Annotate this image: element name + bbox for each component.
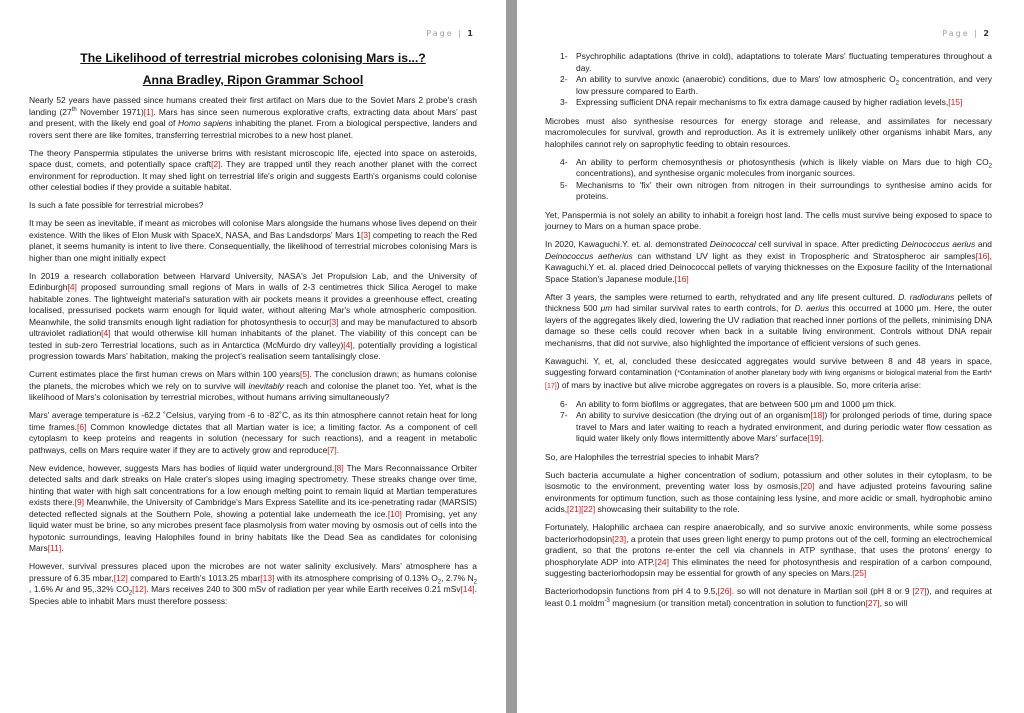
text-run: Is such a fate possible for terrestrial microbes? bbox=[29, 200, 204, 210]
citation-ref: [10] bbox=[387, 508, 402, 519]
citation-ref: [15] bbox=[948, 97, 963, 107]
citation-ref: [4] bbox=[67, 282, 77, 292]
text-run: Expressing sufficient DNA repair mechanisms to fix extra damage caused by higher radiation levels, bbox=[576, 97, 949, 107]
text-run: that would otherwise kill human inhabitants of the planet. The viability of this concept can be tested in sub-zero Terrestrial locations, such as in Antarctica (McMurdo dry valley) bbox=[29, 328, 477, 350]
text-run: An ability to survive anoxic (anaerobic) conditions, due to Mars' low atmospheric O bbox=[576, 74, 896, 84]
text-run: had similar survival rates to earth controls, for bbox=[612, 303, 795, 313]
text-run: Deinococcal bbox=[709, 239, 756, 249]
text-run: Mars' average temperature is -62.2 ˚Celsius, varying from -6 to -82˚C, as its thin atmosphere cannot retain heat for long time frames. bbox=[29, 410, 477, 432]
list-item-text bbox=[576, 399, 992, 411]
text-run: So, are Halophiles the terrestrial species to inhabit Mars? bbox=[545, 451, 759, 462]
text-run: Common knowledge dictates that all Martian water is ice; a limiting factor. As a component of cell cytoplasm to keep proteins and reagents in solution (necessary for such reactions), and a reagent in metabolic pathways, cells on Mars require water if they are to actively grow and reproduce bbox=[29, 421, 477, 455]
text-run: Microbes must also synthesise resources for energy storage and release, and assimilates for necessary macromolecules for survival, growth and reproduction. As it is extremely unlikely other organisms inhabit Mars, any halophiles cannot rely on saprophytic feeding to obtain resources. bbox=[545, 115, 992, 149]
paragraph bbox=[545, 210, 992, 233]
text-run: . bbox=[336, 444, 340, 455]
list-item bbox=[545, 399, 992, 411]
text-run: . Species able to inhabit Mars must therefore possess: bbox=[29, 584, 477, 606]
text-run: Meanwhile, the University of Cambridge's Mars Express Satellite and its ice-penetrating radar (MARSIS) detected reflected signals at the Southern Pole, showing a potential lake underneath the ice. bbox=[29, 497, 477, 519]
text-run: Nearly 52 years have passed since humans created their first artifact on Mars due to the Soviet Mars 2 probe's crash landing (27 bbox=[29, 95, 477, 117]
citation-ref: [13] bbox=[260, 572, 275, 583]
text-run: and may be manufactured to absorb ultraviolet radiation bbox=[29, 316, 477, 338]
text-run: Promising, yet any liquid water must be brine, so any microbes present face plasmolysis from water moving by osmosis out of cells into the hypotonic surroundings, leaving Halophiles found in briny habitats like the Dead Sea as candidates for colonising Mars bbox=[29, 508, 478, 553]
paragraph bbox=[545, 452, 992, 464]
text-run: . bbox=[61, 543, 64, 553]
text-run: Current estimates place the first human crews on Mars within 100 years bbox=[29, 369, 300, 379]
citation-ref: [27] bbox=[865, 597, 880, 608]
citation-ref: [24] bbox=[654, 556, 669, 567]
script-text: 2 bbox=[437, 579, 442, 586]
page-number-label: Page bbox=[426, 29, 454, 38]
page-number-value: 2 bbox=[983, 29, 989, 38]
text-run: *Contamination of another planetary body with living organisms or biological material from the Earth* bbox=[677, 370, 992, 377]
text-run: Fortunately, Halophilic archaea can respire anaerobically, and so survive anoxic environments, while some possess bacteriorhodopsin bbox=[545, 522, 992, 544]
text-run: . bbox=[821, 433, 824, 443]
text-run: Bacteriorhodopsin functions from pH 4 to 9.5, bbox=[545, 586, 718, 596]
page-2-body bbox=[545, 51, 992, 616]
citation-ref: [26] bbox=[717, 586, 732, 596]
text-run: , 2.7% N bbox=[441, 572, 474, 583]
paragraph bbox=[545, 356, 992, 393]
text-run: , so will bbox=[879, 597, 908, 608]
paragraph bbox=[545, 586, 992, 609]
text-run: Deinococcus aerius bbox=[901, 239, 976, 249]
citation-ref: [21][22] bbox=[567, 504, 596, 514]
list-item-text bbox=[576, 157, 992, 180]
list-item-number: 5- bbox=[560, 179, 568, 190]
list-item bbox=[545, 74, 992, 97]
citation-ref: [9] bbox=[74, 497, 85, 507]
text-run: with its atmosphere comprising of 0.13% O bbox=[274, 572, 438, 583]
text-run: An ability to form biofilms or aggregates, that are between 500 μm and 1000 μm thick. bbox=[576, 398, 897, 409]
text-run: The theory Panspermia stipulates the universe brims with resistant microscopic life, ejected into space on asteroids, space dust, comets, and potentially space craft bbox=[29, 147, 477, 169]
text-run: Mechanisms to 'fix' their own nitrogen from nitrogen in their surroundings to synthesise amino acids for proteins. bbox=[576, 179, 992, 201]
text-run: , 1.6% Ar and 95,.32% CO bbox=[29, 584, 129, 594]
script-text: -3 bbox=[604, 597, 610, 604]
script-text: 2 bbox=[473, 579, 478, 586]
text-run: However, survival pressures placed upon the microbes are not water salinity exclusively. Mars' atmosphere has a pressure of 6.35 mbar, bbox=[29, 561, 477, 583]
paragraph bbox=[545, 292, 992, 350]
text-run: inhabiting the planet. From a biological perspective, landers and rovers sent there are like fomites, transferring terrestrial microbes to a new host planet. bbox=[29, 118, 477, 140]
criteria-list bbox=[545, 157, 992, 203]
text-run: It may be seen as inevitable, if meant as microbes will colonise Mars alongside the humans whose lives depend on their existence. With the likes of Elon Musk with SpaceX, NASA, and Bas Landsdorps' Mars 1 bbox=[29, 218, 477, 240]
text-run: reach and colonise the planet too. Yet, what is the likelihood of Mars's colonisation by terrestrial microbes, without humans arriving simultaneously? bbox=[29, 380, 477, 402]
citation-ref: [5] bbox=[299, 369, 310, 379]
page-number-label: Page bbox=[942, 29, 970, 38]
citation-ref: [23] bbox=[612, 533, 627, 544]
text-run: An ability to survive desiccation (the drying out of an organism bbox=[576, 410, 811, 420]
citation-ref: [7] bbox=[327, 444, 337, 455]
page-1 bbox=[0, 0, 506, 713]
paragraph bbox=[545, 239, 992, 285]
paragraph bbox=[29, 369, 477, 404]
paragraph bbox=[29, 200, 477, 212]
text-run: cell survival in space. After predicting bbox=[755, 239, 902, 249]
text-run: This eliminates the need for photosynthesis and respiration of a carbon compound, suggesting bacteriorhodopsin may be essential for growth of any species on Mars. bbox=[545, 556, 992, 578]
text-run: , Kawaguchi.Y et. al. placed dried Deinococcal pellets of varying thicknesses on the Exposure facility of the International Space Station's Japanese module. bbox=[545, 250, 992, 284]
text-run: magnesium (or transition metal) concentration in solution to function bbox=[609, 597, 866, 608]
citation-ref: [4] bbox=[343, 339, 353, 350]
text-run: inevitably bbox=[248, 380, 284, 391]
text-run: ), and requires at least 0.1 moldm bbox=[545, 586, 992, 608]
list-item-number: 3- bbox=[560, 97, 568, 107]
list-item bbox=[545, 180, 992, 203]
text-run: competing to reach the Red planet, it seems humanity is intent to live there. Consequentially, the likelihood of terrestrial microbes colonising Mars is higher than one might initially expect bbox=[29, 229, 477, 263]
paragraph bbox=[545, 522, 992, 580]
list-item-number: 2- bbox=[560, 74, 568, 84]
citation-ref: [6] bbox=[77, 421, 87, 432]
paragraph bbox=[545, 116, 992, 151]
text-run: D. radiodurans bbox=[898, 291, 955, 302]
script-text: th bbox=[71, 106, 77, 113]
paragraph bbox=[29, 148, 477, 194]
list-item-text bbox=[576, 74, 992, 97]
text-run: pellets of thickness 500 bbox=[545, 291, 993, 313]
page-1-body bbox=[29, 51, 477, 607]
text-run: In 2019 a research collaboration between Harvard University, NASA's Jet Propulsion Lab, and the University of Edinburgh bbox=[29, 270, 477, 292]
text-run: , a protein that uses green light energy to pump protons out of the cell, forming an electrochemical gradient, so that the protons re-enter the cell via channels in ATP synthase, that uses the protons' energy to phosphorylate ADP into ATP. bbox=[545, 533, 992, 567]
text-run: ) for prolonged periods of time, during space travel to Mars and later waiting to reach a hydrated environment, and during periodic water flow cessation as liquid water likely only flows intermittently above Mars' surface bbox=[576, 410, 993, 443]
page-number: Page | 2 bbox=[942, 29, 989, 38]
text-run: compared to Earth's 1013.25 mbar bbox=[127, 572, 261, 583]
paragraph bbox=[29, 218, 477, 264]
paragraph bbox=[29, 95, 477, 141]
citation-ref: [14] bbox=[460, 584, 475, 594]
text-run: this occurred at 1000 μm. Here, the outer layers of the aggregates likely died, lowering the UV radiation that reached inner portions of the pellets, minimising DNA damage so these cells could recover when back in a suitable living environment. Controls without DNA repair mechanisms, that did not survive, also highlighted the importance of efficient versions of such genes. bbox=[545, 303, 992, 348]
text-run: ) of mars by inactive but alive microbe aggregates on rovers is a plausible. So, more criteria arise: bbox=[556, 379, 922, 390]
list-item-text bbox=[576, 97, 992, 109]
document-title: The Likelihood of terrestrial microbes colonising Mars is...? bbox=[80, 51, 426, 65]
citation-ref: [1] bbox=[143, 106, 154, 117]
text-run: Deinococcus aetherius bbox=[545, 250, 633, 261]
list-item bbox=[545, 410, 992, 445]
list-item-number: 7- bbox=[560, 410, 568, 420]
criteria-list bbox=[545, 51, 992, 109]
citation-ref: [3] bbox=[329, 316, 339, 327]
list-item bbox=[545, 97, 992, 109]
text-run: proposed surrounding small regions of Mars in walls of 2-3 centimetres thick Silica Aerogel to make habitable zones. The lightweight material's saturation with air pockets means it provides a greenhouse effect, creating localised, pressurised pockets warm enough for liquid water, without altering Mar's whole atmospheric composition. Meanwhile, the solid transmits enough light radiation for photosynthesis to occur bbox=[29, 282, 477, 327]
text-run: μm bbox=[600, 303, 613, 313]
text-run: and have adjusted proteins favouring saline environments for optimum function, such as those containing less lysine, and more acidic or small, hydrophobic amino acids, bbox=[545, 481, 992, 514]
list-item-number: 4- bbox=[560, 156, 568, 167]
text-run: Such bacteria accumulate a higher concentration of sodium, potassium and other solutes in their cytoplasm, to be isosmotic to the environment, preventing water loss by osmosis, bbox=[545, 469, 992, 491]
text-run: concentrations), and synthesise organic molecules from inorganic sources. bbox=[576, 168, 856, 178]
script-text: 2 bbox=[128, 590, 133, 597]
text-run: After 3 years, the samples were returned to earth, rehydrated and any life present cultured. bbox=[545, 291, 899, 302]
paragraph bbox=[29, 561, 477, 607]
text-run: D. aerius bbox=[794, 303, 830, 313]
citation-ref: [12] bbox=[113, 572, 128, 583]
text-run: , potentially providing a logistical progression towards Mars' habitation, making the project's realisation seem tantalisingly close. bbox=[29, 339, 477, 361]
citation-ref: [17] bbox=[545, 382, 557, 390]
text-run: concentration, and very low pressure compared to Earth. bbox=[576, 74, 992, 96]
text-run: and bbox=[975, 239, 992, 249]
citation-ref: [16] bbox=[674, 273, 689, 284]
page-2-blocks bbox=[545, 51, 992, 609]
script-text: 2 bbox=[895, 80, 899, 87]
text-run: The Mars Reconnaissance Orbiter detected salts and dark streaks on Hale crater's slopes using imaging spectrometry. These streaks change over time, hinting that water with high salt concentrations for a low enough melting point to remain liquid at Martian temperatures exists there. bbox=[29, 462, 478, 507]
citation-ref: [2] bbox=[211, 159, 221, 169]
text-run: An ability to perform chemosynthesis or photosynthesis (which is likely viable on Mars due to high CO bbox=[576, 156, 989, 167]
citation-ref: [3] bbox=[361, 229, 371, 240]
citation-ref: [18] bbox=[810, 410, 825, 420]
citation-ref: [16] bbox=[975, 250, 990, 261]
citation-ref: [20] bbox=[800, 481, 815, 491]
list-item-number: 6- bbox=[560, 398, 568, 409]
text-run: . Mars receives 240 to 300 mSv of radiation per year while Earth receives 0.21 mSv bbox=[146, 584, 461, 594]
citation-ref: [27] bbox=[912, 586, 927, 596]
list-item-text bbox=[576, 51, 992, 74]
text-run: . Mars has since seen numerous explorative crafts, extracting data about Mars' past and present, with the likely end goal of bbox=[29, 106, 477, 128]
text-run: Yet, Panspermia is not solely an ability to inhabit a foreign host land. The cells must survive being exposed to space to journey to Mars on a human space probe. bbox=[545, 209, 992, 231]
paragraph bbox=[29, 463, 477, 555]
paragraph bbox=[29, 410, 477, 456]
citation-ref: [12] bbox=[132, 584, 147, 594]
page-1-paragraphs bbox=[29, 95, 477, 607]
text-run: Homo sapiens bbox=[178, 118, 233, 128]
paragraph bbox=[545, 470, 992, 516]
list-item bbox=[545, 51, 992, 74]
text-run: showcasing their suitability to the role. bbox=[595, 504, 740, 514]
page-2 bbox=[517, 0, 1024, 713]
text-run: Kawaguchi. Y, et, al, concluded these desiccated aggregates would survive between 8 and 48 years in space, suggesting forward contamination ( bbox=[545, 355, 992, 377]
paragraph bbox=[29, 271, 477, 363]
criteria-list bbox=[545, 399, 992, 445]
text-run: can withstand UV light as they exist in Tropospheric and Stratospheroc air samples bbox=[632, 250, 976, 261]
citation-ref: [19] bbox=[807, 433, 822, 443]
script-text: 2 bbox=[988, 163, 992, 170]
citation-ref: [25] bbox=[852, 568, 867, 578]
page-number: Page | 1 bbox=[426, 29, 473, 38]
list-item bbox=[545, 157, 992, 180]
text-run: November 1971) bbox=[76, 106, 144, 117]
page-number-value: 1 bbox=[467, 29, 473, 38]
text-run: . They are trapped until they reach another planet with the correct environment for reproduction. It may shed light on terrestrial life's origin and suggests Earth's organisms could colonise other celestial bodies if they provide a suitable habitat. bbox=[29, 159, 477, 192]
text-run: Psychrophilic adaptations (thrive in cold), adaptations to tolerate Mars' fluctuating temperatures throughout a day. bbox=[576, 51, 992, 73]
text-run: New evidence, however, suggests Mars has bodies of liquid water underground. bbox=[29, 462, 335, 473]
text-run: . The conclusion drawn; as humans colonise the planets, the microbes which we rely on to survive will bbox=[29, 369, 477, 391]
text-run: In 2020, Kawaguchi.Y. et. al. demonstrated bbox=[545, 239, 710, 249]
citation-ref: [11] bbox=[47, 543, 62, 553]
list-item-text bbox=[576, 410, 992, 445]
author-line: Anna Bradley, Ripon Grammar School bbox=[142, 73, 364, 87]
text-run: . so will not denature in Martian soil (pH 8 or 9 bbox=[731, 586, 913, 596]
list-item-number: 1- bbox=[560, 51, 568, 61]
citation-ref: [8] bbox=[334, 462, 344, 473]
citation-ref: [4] bbox=[101, 328, 111, 338]
list-item-text bbox=[576, 180, 992, 203]
